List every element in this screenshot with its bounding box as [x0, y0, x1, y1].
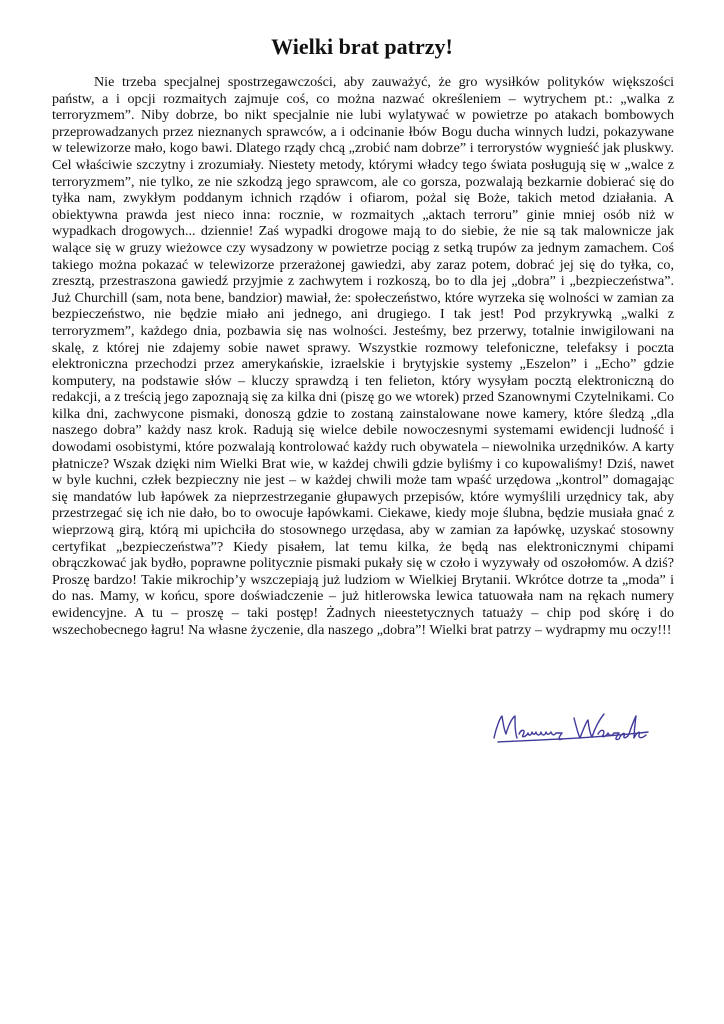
page-title: Wielki brat patrzy! [271, 34, 453, 59]
handwritten-signature [488, 708, 658, 748]
article-body: Nie trzeba specjalnej spostrzegawczości, aby zauważyć, że gro wysiłków polityków większości państw, a i opcji rozmaitych zajmuje coś, co można nazwać określeniem – wytrychem pt.: „walka z terroryzmem”. Niby dobrze, bo nikt specjalnie nie lubi wylatywać w powietrze po atakach bombowych przeprowadzanych przez nieznanych sprawców, a i odcinanie łbów Bogu ducha winnych ludzi, pokazywane w telewizorze mało, kogo bawi. Dlatego rządy chcą „zrobić nam dobrze” i terrorystów wygnieść jak pluskwy. Cel właściwie szczytny i zrozumiały. Niestety metody, którymi władcy tego świata posługują się w „walce z terroryzmem”, nie tylko, ze nie szkodzą jego sprawcom, ale co gorsza, pozwalają bezkarnie dobierać się do tyłka nam, zwykłym poddanym ichnich rządów i ofiarom, pożal się Boże, takich metod działania. A obiektywna prawda jest nieco inna: rocznie, w rozmaitych „aktach terroru” ginie mniej osób niż w wypadkach drogowych... dziennie! Zaś wypadki drogowe mają to do siebie, że nie są tak malownicze jak walące się w gruzy wieżowce czy wysadzony w powietrze pociąg z setką trupów za jednym zamachem. Coś takiego można pokazać w telewizorze przerażonej gawiedzi, aby zaraz potem, dobrać jej się do tyłka, co, zresztą, przestraszona gawiedź przyjmie z zachwytem i rozkoszą, bo to dla jej „dobra” i „bezpieczeństwa”. Już Churchill (sam, nota bene, bandzior) mawiał, że: społeczeństwo, które wyrzeka się wolności w zamian za bezpieczeństwo, nie będzie miało ani jednego, ani drugiego. I tak jest! Pod przykrywką „walki z terroryzmem”, każdego dnia, pozbawia się nas wolności. Jesteśmy, bez przerwy, totalnie inwigilowani na skalę, z której nie zdajemy sobie nawet sprawy. Wszystkie rozmowy telefoniczne, telefaksy i poczta elektroniczna przechodzi przez amerykańskie, izraelskie i brytyjskie systemy „Eszelon” i „Echo” gdzie komputery, na podstawie słów – kluczy sprawdzą i ten felieton, który wysyłam pocztą elektroniczną do redakcji, a z treścią jego zapoznają się za kilka dni (piszę go we wtorek) przed Szanownymi Czytelnikami. Co kilka dni, zachwycone pismaki, donoszą gdzie to zostaną zainstalowane nowe kamery, które śledzą „dla naszego dobra” każdy nasz krok. Radują się wielce debile nowoczesnymi systemami ewidencji ludność i dowodami osobistymi, które pozwalają kontrolować każdy ruch obywatela – niewolnika urzędników. A karty płatnicze? Wszak dzięki nim Wielki Brat wie, w każdej chwili gdzie byliśmy i co kupowaliśmy! Dziś, nawet w byle kuchni, człek bezpieczny nie jest – w każdej chwili może tam wpaść urzędowa „kontrol” domagając się mandatów lub łapówek za nieprzestrzeganie głupawych przepisów, które wymyślili urzędnicy tak, aby przestrzegać się ich nie dało, bo to owocuje łapówkami. Ciekawe, kiedy moje ślubna, będzie musiała gnać z wieprzową girą, którą mi upichciła do stosownego urzędasa, aby w zamian za łapówkę, uzyskać stosowny certyfikat „bezpieczeństwa”? Kiedy pisałem, lat temu kilka, że będą nas elektronicznymi chipami obrączkować jak bydło, poprawne politycznie pismaki pukały się w czoło i wyzywały od oszołomów. A dziś? Proszę bardzo! Takie mikrochip’y wszczepiają już ludziom w Wielkiej Brytanii. Wkrótce dotrze ta „moda” i do nas. Mamy, w końcu, spore doświadczenie – już hitlerowska lewica tatuowała nam na rękach numery ewidencyjne. A tu – proszę – taki postęp! Żadnych nieestetycznych tatuaży – chip pod skórę i do wszechobecnego łagru! Na własne życzenie, dla naszego „dobra”! Wielki brat patrzy – wydrapmy mu oczy!!! [52, 74, 674, 638]
